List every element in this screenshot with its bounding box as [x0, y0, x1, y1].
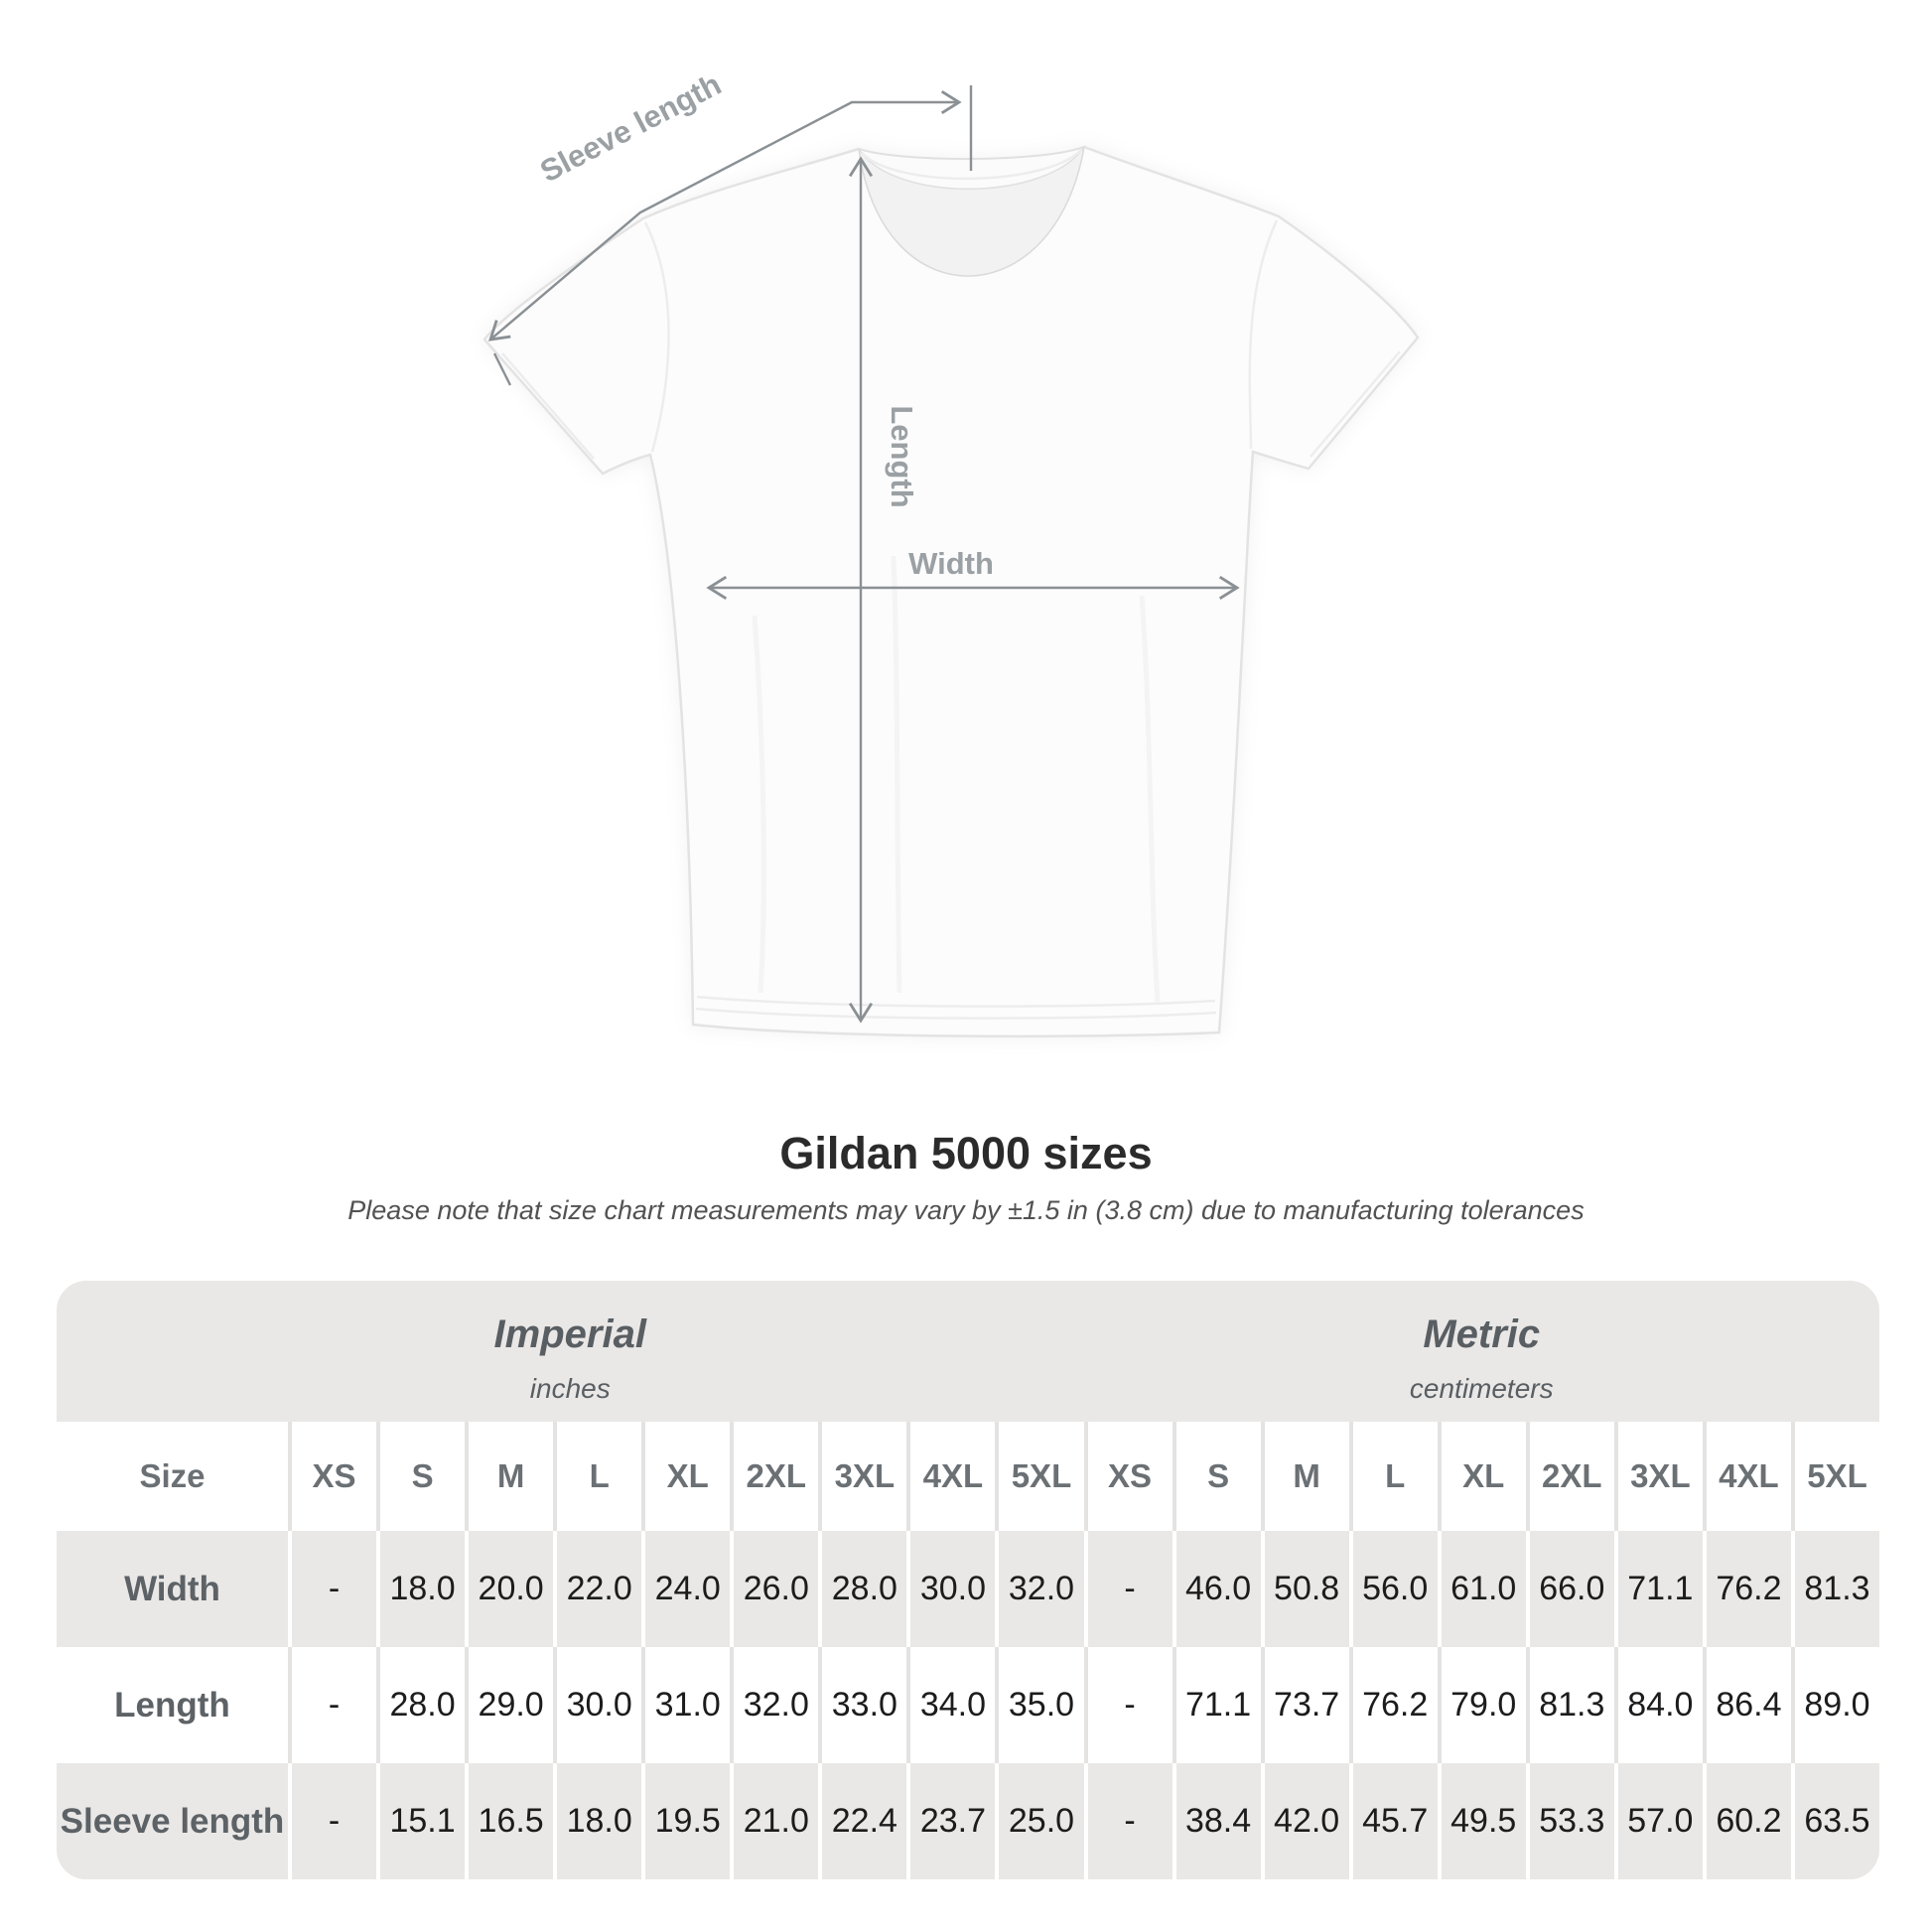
- width-cell: 28.0: [818, 1531, 906, 1647]
- sleeve-length-cell: 45.7: [1349, 1763, 1438, 1879]
- sleeve-length-cell: 25.0: [995, 1763, 1083, 1879]
- width-cell: 24.0: [641, 1531, 730, 1647]
- sleeve-length-cell: -: [288, 1763, 376, 1879]
- width-cell: 56.0: [1349, 1531, 1438, 1647]
- sleeve-length-cell: 57.0: [1614, 1763, 1703, 1879]
- imperial-group-header: [57, 1281, 1084, 1422]
- size-header-imperial: S: [376, 1422, 465, 1531]
- size-header-imperial: 4XL: [906, 1422, 995, 1531]
- sleeve-length-cell: 18.0: [553, 1763, 641, 1879]
- length-cell: 31.0: [641, 1647, 730, 1763]
- length-cell: 34.0: [906, 1647, 995, 1763]
- size-header-metric: M: [1261, 1422, 1349, 1531]
- length-cell: 30.0: [553, 1647, 641, 1763]
- sleeve-length-cell: 21.0: [730, 1763, 818, 1879]
- size-header-metric: 5XL: [1791, 1422, 1879, 1531]
- sleeve-length-cell: 63.5: [1791, 1763, 1879, 1879]
- imperial-group-unit: inches: [529, 1373, 611, 1404]
- size-header-metric: XL: [1438, 1422, 1526, 1531]
- width-cell: 66.0: [1526, 1531, 1614, 1647]
- sleeve-length-cell: 38.4: [1173, 1763, 1261, 1879]
- width-cell: 26.0: [730, 1531, 818, 1647]
- length-label: Length: [885, 405, 919, 508]
- imperial-group-name: Imperial: [493, 1312, 646, 1356]
- width-cell: 46.0: [1173, 1531, 1261, 1647]
- length-cell: 86.4: [1703, 1647, 1791, 1763]
- length-cell: 76.2: [1349, 1647, 1438, 1763]
- length-cell: 84.0: [1614, 1647, 1703, 1763]
- corner-header: Size: [57, 1422, 288, 1531]
- length-cell: 81.3: [1526, 1647, 1614, 1763]
- sleeve-length-cell: 60.2: [1703, 1763, 1791, 1879]
- size-header-imperial: L: [553, 1422, 641, 1531]
- sleeve-length-cell: 49.5: [1438, 1763, 1526, 1879]
- size-header-imperial: XS: [288, 1422, 376, 1531]
- length-cell: 28.0: [376, 1647, 465, 1763]
- sleeve-length-cell: 23.7: [906, 1763, 995, 1879]
- length-cell: 29.0: [465, 1647, 553, 1763]
- metric-group-name: Metric: [1423, 1312, 1541, 1356]
- metric-group-unit: centimeters: [1409, 1373, 1554, 1404]
- sleeve-length-cell: 53.3: [1526, 1763, 1614, 1879]
- sleeve-length-cell: -: [1084, 1763, 1173, 1879]
- width-cell: 71.1: [1614, 1531, 1703, 1647]
- sleeve-length-cell: 19.5: [641, 1763, 730, 1879]
- size-header-metric: 3XL: [1614, 1422, 1703, 1531]
- size-header-imperial: M: [465, 1422, 553, 1531]
- width-cell: 81.3: [1791, 1531, 1879, 1647]
- size-header-metric: 2XL: [1526, 1422, 1614, 1531]
- size-header-imperial: XL: [641, 1422, 730, 1531]
- length-cell: 35.0: [995, 1647, 1083, 1763]
- row-label-width: Width: [57, 1531, 288, 1647]
- length-cell: -: [288, 1647, 376, 1763]
- width-cell: 61.0: [1438, 1531, 1526, 1647]
- tolerance-note: Please note that size chart measurements may vary by ±1.5 in (3.8 cm) due to manufacturing tolerances: [347, 1195, 1585, 1225]
- width-cell: 32.0: [995, 1531, 1083, 1647]
- width-cell: -: [1084, 1531, 1173, 1647]
- length-cell: -: [1084, 1647, 1173, 1763]
- row-label-length: Length: [57, 1647, 288, 1763]
- size-chart-table: [57, 1281, 1879, 1879]
- size-header-imperial: 3XL: [818, 1422, 906, 1531]
- page-title: Gildan 5000 sizes: [779, 1128, 1153, 1178]
- length-cell: 73.7: [1261, 1647, 1349, 1763]
- width-cell: -: [288, 1531, 376, 1647]
- length-cell: 32.0: [730, 1647, 818, 1763]
- width-cell: 18.0: [376, 1531, 465, 1647]
- width-cell: 20.0: [465, 1531, 553, 1647]
- length-cell: 71.1: [1173, 1647, 1261, 1763]
- size-header-metric: L: [1349, 1422, 1438, 1531]
- width-cell: 76.2: [1703, 1531, 1791, 1647]
- size-header-metric: 4XL: [1703, 1422, 1791, 1531]
- size-header-imperial: 2XL: [730, 1422, 818, 1531]
- size-header-imperial: 5XL: [995, 1422, 1083, 1531]
- tshirt-body: [484, 147, 1418, 1036]
- sleeve-length-cell: 16.5: [465, 1763, 553, 1879]
- length-cell: 33.0: [818, 1647, 906, 1763]
- width-cell: 50.8: [1261, 1531, 1349, 1647]
- sleeve-length-label: Sleeve length: [534, 67, 727, 190]
- sleeve-length-cell: 42.0: [1261, 1763, 1349, 1879]
- sleeve-length-cell: 15.1: [376, 1763, 465, 1879]
- tshirt-illustration: [484, 147, 1418, 1036]
- length-cell: 89.0: [1791, 1647, 1879, 1763]
- row-label-sleeve-length: Sleeve length: [57, 1763, 288, 1879]
- metric-group-header: [1084, 1281, 1880, 1422]
- width-label: Width: [908, 546, 994, 581]
- sleeve-length-cell: 22.4: [818, 1763, 906, 1879]
- length-cell: 79.0: [1438, 1647, 1526, 1763]
- width-cell: 30.0: [906, 1531, 995, 1647]
- width-cell: 22.0: [553, 1531, 641, 1647]
- size-header-metric: S: [1173, 1422, 1261, 1531]
- size-header-metric: XS: [1084, 1422, 1173, 1531]
